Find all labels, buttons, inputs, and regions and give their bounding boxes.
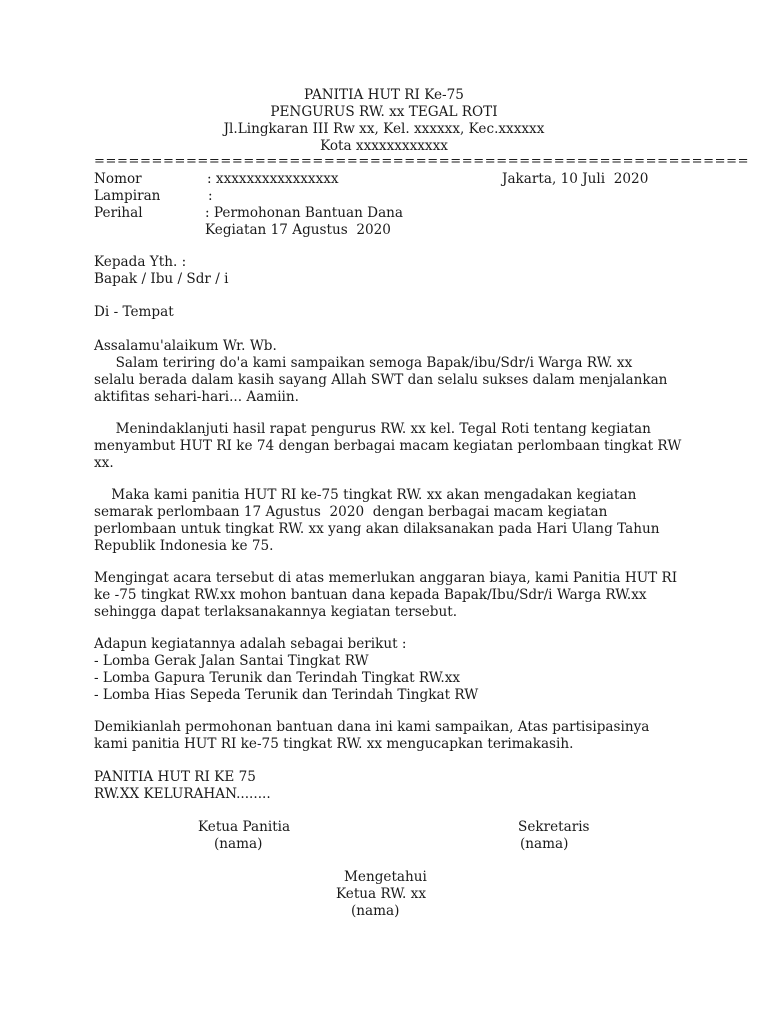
greeting: Assalamu'alaikum Wr. Wb. bbox=[94, 338, 277, 354]
perihal-value: : Permohonan Bantuan Dana bbox=[205, 205, 404, 221]
header-separator: ========================================================= bbox=[94, 154, 750, 169]
letter-date: Jakarta, 10 Juli 2020 bbox=[502, 171, 649, 187]
activity-item: - Lomba Gerak Jalan Santai Tingkat RW bbox=[94, 653, 369, 669]
recipient-addressee: Bapak / Ibu / Sdr / i bbox=[94, 271, 229, 287]
perihal-label: Perihal bbox=[94, 205, 143, 221]
header-line-city: Kota xxxxxxxxxxxx bbox=[320, 138, 448, 154]
perihal-value-continued: Kegiatan 17 Agustus 2020 bbox=[205, 222, 391, 238]
activities-intro: Adapun kegiatannya adalah sebagai berikut : bbox=[94, 636, 407, 652]
paragraph-line: selalu berada dalam kasih sayang Allah SWT dan selalu sukses dalam menjalankan bbox=[94, 372, 668, 388]
activity-item: - Lomba Gapura Terunik dan Terindah Tingkat RW.xx bbox=[94, 670, 461, 686]
ketua-rw-title: Ketua RW. xx bbox=[336, 886, 426, 902]
ketua-title: Ketua Panitia bbox=[198, 819, 291, 835]
header-line-committee: PANITIA HUT RI Ke-75 bbox=[304, 87, 464, 103]
paragraph-line: Salam teriring do'a kami sampaikan semoga Bapak/ibu/Sdr/i Warga RW. xx bbox=[94, 355, 633, 371]
lampiran-value: : bbox=[208, 188, 213, 204]
header-line-address: Jl.Lingkaran III Rw xx, Kel. xxxxxx, Kec.xxxxxx bbox=[223, 121, 545, 137]
paragraph-line: sehingga dapat terlaksanakannya kegiatan tersebut. bbox=[94, 604, 458, 620]
activity-item: - Lomba Hias Sepeda Terunik dan Terindah Tingkat RW bbox=[94, 687, 479, 703]
paragraph-line: aktifitas sehari-hari... Aamiin. bbox=[94, 389, 299, 405]
nomor-value: : xxxxxxxxxxxxxxxx bbox=[207, 171, 339, 187]
lampiran-label: Lampiran bbox=[94, 188, 161, 204]
paragraph-line: semarak perlombaan 17 Agustus 2020 dengan berbagai macam kegiatan bbox=[94, 504, 608, 520]
paragraph-line: xx. bbox=[94, 455, 114, 471]
sekretaris-name: (nama) bbox=[520, 836, 569, 852]
paragraph-line: perlombaan untuk tingkat RW. xx yang akan dilaksanakan pada Hari Ulang Tahun bbox=[94, 521, 660, 537]
paragraph-line: Republik Indonesia ke 75. bbox=[94, 538, 274, 554]
ketua-rw-name: (nama) bbox=[351, 903, 400, 919]
closing-line: Demikianlah permohonan bantuan dana ini kami sampaikan, Atas partisipasinya bbox=[94, 719, 650, 735]
recipient-place: Di - Tempat bbox=[94, 304, 174, 320]
signature-org-unit: RW.XX KELURAHAN........ bbox=[94, 786, 271, 802]
closing-line: kami panitia HUT RI ke-75 tingkat RW. xx mengucapkan terimakasih. bbox=[94, 736, 574, 752]
paragraph-line: ke -75 tingkat RW.xx mohon bantuan dana kepada Bapak/Ibu/Sdr/i Warga RW.xx bbox=[94, 587, 647, 603]
paragraph-line: Menindaklanjuti hasil rapat pengurus RW. xx kel. Tegal Roti tentang kegiatan bbox=[94, 421, 651, 437]
signature-org: PANITIA HUT RI KE 75 bbox=[94, 769, 256, 785]
paragraph-line: Mengingat acara tersebut di atas memerlukan anggaran biaya, kami Panitia HUT RI bbox=[94, 570, 678, 586]
recipient-kepada: Kepada Yth. : bbox=[94, 254, 187, 270]
header-line-board: PENGURUS RW. xx TEGAL ROTI bbox=[270, 104, 498, 120]
paragraph-line: menyambut HUT RI ke 74 dengan berbagai macam kegiatan perlombaan tingkat RW bbox=[94, 438, 682, 454]
paragraph-line: Maka kami panitia HUT RI ke-75 tingkat RW. xx akan mengadakan kegiatan bbox=[94, 487, 637, 503]
nomor-label: Nomor bbox=[94, 171, 142, 187]
mengetahui-label: Mengetahui bbox=[344, 869, 427, 885]
sekretaris-title: Sekretaris bbox=[518, 819, 590, 835]
ketua-name: (nama) bbox=[214, 836, 263, 852]
